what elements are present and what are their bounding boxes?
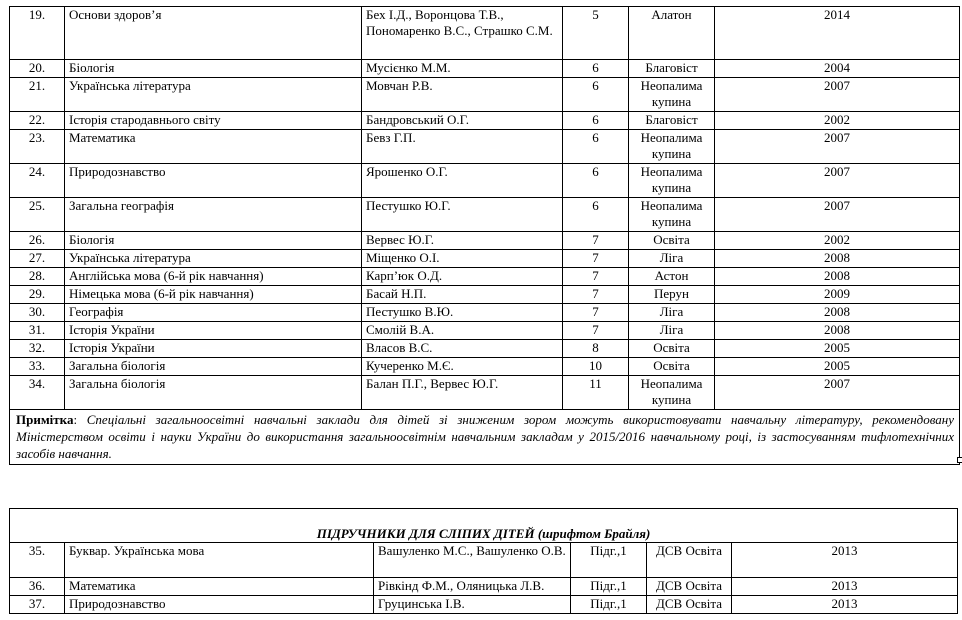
author-cell: Пестушко Ю.Г. xyxy=(362,198,563,232)
year-cell: 2007 xyxy=(715,198,960,232)
grade-cell: Підг.,1 xyxy=(571,543,647,578)
author-cell: Кучеренко М.Є. xyxy=(362,358,563,376)
table-row xyxy=(10,232,960,250)
year-cell: 2004 xyxy=(715,60,960,78)
grade-cell: 8 xyxy=(563,340,629,358)
subject-cell: Загальна географія xyxy=(65,198,362,232)
publisher-cell: ДСВ Освіта xyxy=(647,596,732,614)
row-number-cell: 21. xyxy=(10,78,65,112)
subject-cell: Математика xyxy=(65,578,374,596)
author-cell: Мусієнко М.М. xyxy=(362,60,563,78)
author-cell: Власов В.С. xyxy=(362,340,563,358)
grade-cell: 6 xyxy=(563,78,629,112)
publisher-cell: Освіта xyxy=(629,232,715,250)
table-row xyxy=(10,130,960,164)
row-number-cell: 34. xyxy=(10,376,65,410)
table-resize-handle[interactable] xyxy=(957,457,962,463)
year-cell: 2008 xyxy=(715,250,960,268)
grade-cell: 7 xyxy=(563,232,629,250)
table-row xyxy=(10,543,958,578)
subject-cell: Географія xyxy=(65,304,362,322)
year-cell: 2008 xyxy=(715,322,960,340)
year-cell: 2013 xyxy=(732,578,958,596)
subject-cell: Історія України xyxy=(65,340,362,358)
grade-cell: 7 xyxy=(563,304,629,322)
grade-cell: 6 xyxy=(563,112,629,130)
table-row xyxy=(10,112,960,130)
grade-cell: 6 xyxy=(563,164,629,198)
row-number-cell: 20. xyxy=(10,60,65,78)
author-cell: Бандровський О.Г. xyxy=(362,112,563,130)
publisher-cell: Ліга xyxy=(629,304,715,322)
row-number-cell: 37. xyxy=(10,596,65,614)
author-cell: Бех І.Д., Воронцова Т.В., Пономаренко В.С., Страшко С.М. xyxy=(362,7,563,60)
publisher-cell: Ліга xyxy=(629,322,715,340)
row-number-cell: 32. xyxy=(10,340,65,358)
subject-cell: Українська література xyxy=(65,78,362,112)
note-label: Примітка xyxy=(16,412,74,427)
table-row xyxy=(10,78,960,112)
row-number-cell: 23. xyxy=(10,130,65,164)
author-cell: Пестушко В.Ю. xyxy=(362,304,563,322)
author-cell: Груцинська І.В. xyxy=(374,596,571,614)
table-row xyxy=(10,358,960,376)
subject-cell: Основи здоров’я xyxy=(65,7,362,60)
braille-section-heading: ПІДРУЧНИКИ ДЛЯ СЛІПИХ ДІТЕЙ (шрифтом Брайля) xyxy=(316,526,651,541)
publisher-cell: Перун xyxy=(629,286,715,304)
subject-cell: Біологія xyxy=(65,232,362,250)
row-number-cell: 28. xyxy=(10,268,65,286)
grade-cell: 6 xyxy=(563,198,629,232)
row-number-cell: 26. xyxy=(10,232,65,250)
grade-cell: 7 xyxy=(563,286,629,304)
publisher-cell: Неопалима купина xyxy=(629,78,715,112)
year-cell: 2007 xyxy=(715,130,960,164)
grade-cell: 7 xyxy=(563,322,629,340)
subject-cell: Історія України xyxy=(65,322,362,340)
year-cell: 2007 xyxy=(715,164,960,198)
publisher-cell: ДСВ Освіта xyxy=(647,578,732,596)
note-colon: : xyxy=(73,412,87,427)
row-number-cell: 25. xyxy=(10,198,65,232)
subject-cell: Природознавство xyxy=(65,164,362,198)
row-number-cell: 31. xyxy=(10,322,65,340)
note-cell xyxy=(10,410,960,465)
table-row xyxy=(10,60,960,78)
table-row xyxy=(10,322,960,340)
author-cell: Балан П.Г., Вервес Ю.Г. xyxy=(362,376,563,410)
table-row xyxy=(10,286,960,304)
publisher-cell: Благовіст xyxy=(629,60,715,78)
publisher-cell: Освіта xyxy=(629,358,715,376)
row-number-cell: 19. xyxy=(10,7,65,60)
textbooks-table xyxy=(9,6,960,465)
author-cell: Бевз Г.П. xyxy=(362,130,563,164)
row-number-cell: 24. xyxy=(10,164,65,198)
textbooks-table-body xyxy=(10,7,960,410)
year-cell: 2014 xyxy=(715,7,960,60)
publisher-cell: Неопалима купина xyxy=(629,164,715,198)
grade-cell: 11 xyxy=(563,376,629,410)
braille-table-body xyxy=(10,543,958,614)
publisher-cell: Алатон xyxy=(629,7,715,60)
row-number-cell: 30. xyxy=(10,304,65,322)
publisher-cell: Освіта xyxy=(629,340,715,358)
table-row xyxy=(10,340,960,358)
grade-cell: 10 xyxy=(563,358,629,376)
year-cell: 2002 xyxy=(715,112,960,130)
year-cell: 2007 xyxy=(715,376,960,410)
subject-cell: Математика xyxy=(65,130,362,164)
grade-cell: 5 xyxy=(563,7,629,60)
year-cell: 2013 xyxy=(732,543,958,578)
subject-cell: Природознавство xyxy=(65,596,374,614)
grade-cell: 7 xyxy=(563,268,629,286)
year-cell: 2005 xyxy=(715,358,960,376)
publisher-cell: Благовіст xyxy=(629,112,715,130)
table-row xyxy=(10,268,960,286)
publisher-cell: ДСВ Освіта xyxy=(647,543,732,578)
braille-heading-cell xyxy=(10,509,958,543)
author-cell: Міщенко О.І. xyxy=(362,250,563,268)
author-cell: Мовчан Р.В. xyxy=(362,78,563,112)
publisher-cell: Неопалима купина xyxy=(629,198,715,232)
publisher-cell: Астон xyxy=(629,268,715,286)
table-row xyxy=(10,164,960,198)
subject-cell: Загальна біологія xyxy=(65,358,362,376)
subject-cell: Англійська мова (6-й рік навчання) xyxy=(65,268,362,286)
row-number-cell: 27. xyxy=(10,250,65,268)
year-cell: 2005 xyxy=(715,340,960,358)
author-cell: Смолій В.А. xyxy=(362,322,563,340)
author-cell: Вервес Ю.Г. xyxy=(362,232,563,250)
table-row xyxy=(10,250,960,268)
author-cell: Карп’юк О.Д. xyxy=(362,268,563,286)
table-row xyxy=(10,304,960,322)
row-number-cell: 36. xyxy=(10,578,65,596)
grade-cell: Підг.,1 xyxy=(571,578,647,596)
braille-heading-row xyxy=(10,509,958,543)
subject-cell: Українська література xyxy=(65,250,362,268)
row-number-cell: 29. xyxy=(10,286,65,304)
grade-cell: 7 xyxy=(563,250,629,268)
year-cell: 2009 xyxy=(715,286,960,304)
note-text: Спеціальні загальноосвітні навчальні заклади для дітей зі зниженим зором можуть використовувати навчальну літературу, рекомендовану Міністерством освіти і науки України до використання загальноосвітнім навчальним закладам у 2015/2016 навчальному році, із застосуванням тифлотехнічних засобів навчання. xyxy=(16,412,954,461)
publisher-cell: Ліга xyxy=(629,250,715,268)
row-number-cell: 33. xyxy=(10,358,65,376)
row-number-cell: 22. xyxy=(10,112,65,130)
subject-cell: Загальна біологія xyxy=(65,376,362,410)
subject-cell: Буквар. Українська мова xyxy=(65,543,374,578)
author-cell: Басай Н.П. xyxy=(362,286,563,304)
subject-cell: Біологія xyxy=(65,60,362,78)
author-cell: Ярошенко О.Г. xyxy=(362,164,563,198)
grade-cell: Підг.,1 xyxy=(571,596,647,614)
braille-textbooks-table xyxy=(9,508,958,614)
table-row xyxy=(10,376,960,410)
year-cell: 2013 xyxy=(732,596,958,614)
row-number-cell: 35. xyxy=(10,543,65,578)
table-row xyxy=(10,7,960,60)
grade-cell: 6 xyxy=(563,130,629,164)
table-row xyxy=(10,198,960,232)
table-row xyxy=(10,578,958,596)
author-cell: Вашуленко М.С., Вашуленко О.В. xyxy=(374,543,571,578)
subject-cell: Історія стародавнього світу xyxy=(65,112,362,130)
note-row xyxy=(10,410,960,465)
year-cell: 2008 xyxy=(715,268,960,286)
publisher-cell: Неопалима купина xyxy=(629,130,715,164)
author-cell: Рівкінд Ф.М., Оляницька Л.В. xyxy=(374,578,571,596)
subject-cell: Німецька мова (6-й рік навчання) xyxy=(65,286,362,304)
year-cell: 2008 xyxy=(715,304,960,322)
year-cell: 2007 xyxy=(715,78,960,112)
table-row xyxy=(10,596,958,614)
publisher-cell: Неопалима купина xyxy=(629,376,715,410)
year-cell: 2002 xyxy=(715,232,960,250)
grade-cell: 6 xyxy=(563,60,629,78)
